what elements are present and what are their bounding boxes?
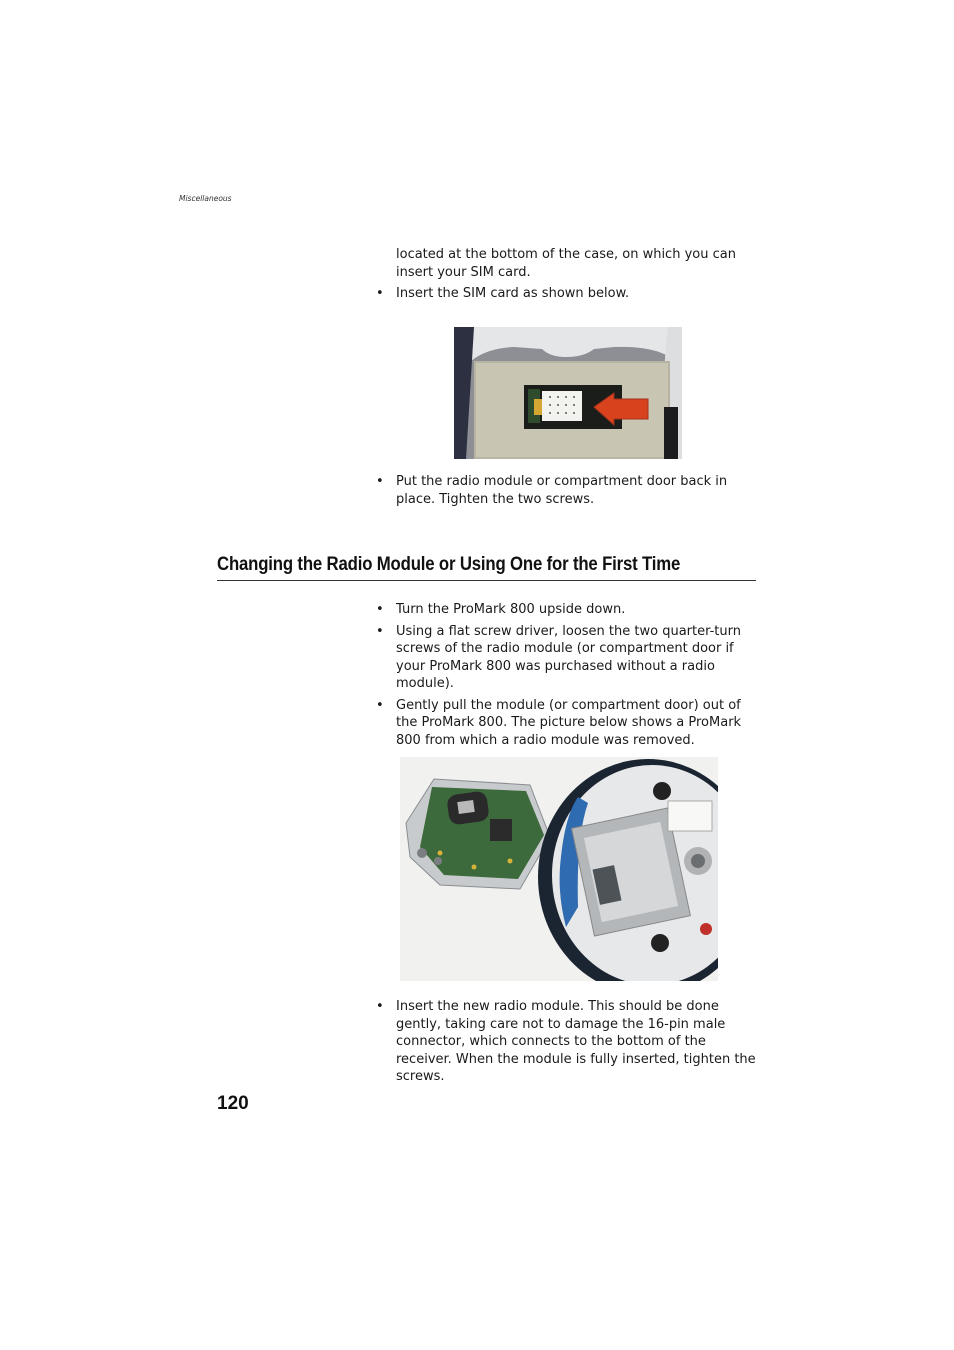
bullet-text: Put the radio module or compartment door back in place. Tighten the two screws. [396, 474, 728, 507]
bullet-glyph: • [376, 623, 384, 639]
receiver-module-photo [400, 757, 718, 981]
bullet-item [376, 473, 758, 508]
receiver-illustration [400, 757, 718, 981]
bullet-glyph: • [376, 602, 384, 617]
page-number: 120 [217, 1093, 249, 1114]
section1-bottom-text [376, 473, 758, 512]
bullet-glyph: • [376, 697, 384, 713]
bullet-item [376, 623, 758, 693]
continuation-paragraph: located at the bottom of the case, on which you can insert your SIM card. [396, 247, 736, 280]
bullet-text: Turn the ProMark 800 upside down. [396, 602, 626, 617]
bullet-glyph: • [376, 999, 384, 1014]
bullet-text: Insert the new radio module. This should be done gently, taking care not to damage the 16-pin male connector, which connects to the bottom of the receiver. When the module is fully inserted, tighten the screws. [396, 999, 756, 1084]
bullet-glyph: • [376, 286, 384, 301]
bullet-text: Using a flat screw driver, loosen the two quarter-turn screws of the radio module (or compartment door if your ProMark 800 was purchased without a radio module). [396, 623, 741, 691]
bullet-glyph: • [376, 474, 384, 489]
bullet-text: Insert the SIM card as shown below. [396, 286, 630, 301]
heading-rule [217, 580, 756, 581]
section1-top-text [376, 246, 758, 307]
bullet-item [376, 697, 758, 750]
bullet-item [376, 285, 758, 303]
section2-bottom-text [376, 998, 758, 1090]
running-head: Miscellaneous [179, 194, 232, 203]
sim-card-photo [454, 327, 682, 459]
sim-card-illustration [454, 327, 682, 459]
bullet-text: Gently pull the module (or compartment door) out of the ProMark 800. The picture below shows a ProMark 800 from which a radio module was removed. [396, 697, 742, 748]
bullet-item [376, 601, 758, 619]
bullet-item [376, 998, 758, 1086]
section-heading: Changing the Radio Module or Using One for the First Time [217, 553, 681, 575]
section2-top-text [376, 601, 758, 753]
